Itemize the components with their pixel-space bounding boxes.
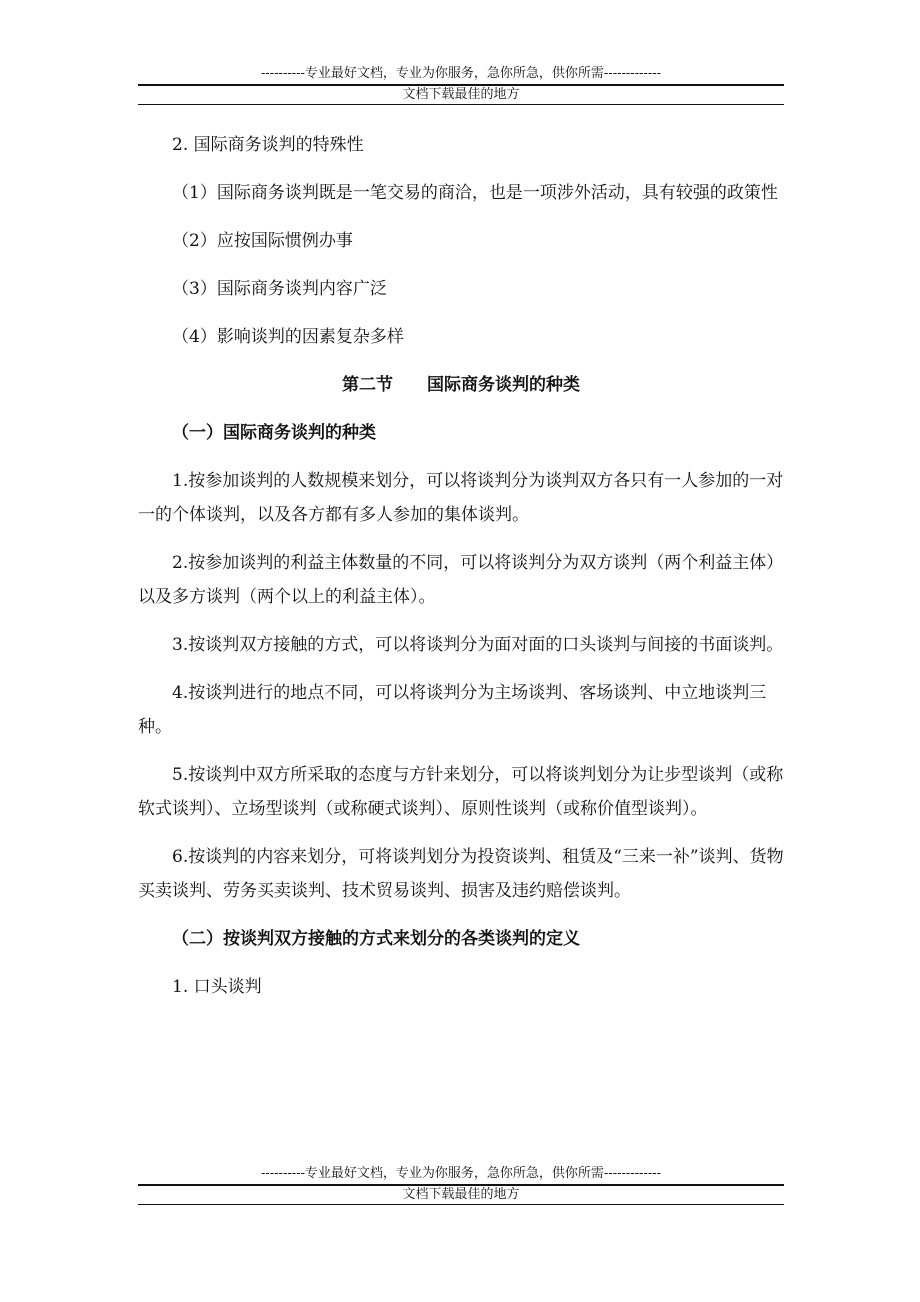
list-item: 2.按参加谈判的利益主体数量的不同，可以将谈判分为双方谈判（两个利益主体）以及多方谈判（两个以上的利益主体）。	[138, 553, 784, 607]
paragraph-policy: （1）国际商务谈判既是一笔交易的商洽，也是一项涉外活动，具有较强的政策性	[172, 183, 778, 203]
paragraph-special-nature: 2. 国际商务谈判的特殊性	[172, 135, 364, 155]
list-item: 3.按谈判双方接触的方式，可以将谈判分为面对面的口头谈判与间接的书面谈判。	[172, 635, 784, 655]
document-body	[138, 128, 784, 1018]
paragraph-oral-negotiation: 1. 口头谈判	[172, 977, 262, 997]
header-subtitle: 文档下载最佳的地方	[402, 87, 520, 102]
list-item: 4.按谈判进行的地点不同，可以将谈判分为主场谈判、客场谈判、中立地谈判三种。	[138, 683, 767, 737]
list-item: 6.按谈判的内容来划分，可将谈判划分为投资谈判、租赁及“三来一补”谈判、货物买卖谈判、劳务买卖谈判、技术贸易谈判、损害及违约赔偿谈判。	[138, 847, 784, 901]
paragraph-international-practice: （2）应按国际惯例办事	[172, 231, 353, 251]
page-header	[138, 66, 784, 105]
list-item: 1.按参加谈判的人数规模来划分，可以将谈判分为谈判双方各只有一人参加的一对一的个体谈判，以及各方都有多人参加的集体谈判。	[138, 471, 784, 525]
section-title: 第二节 国际商务谈判的种类	[342, 375, 580, 395]
paragraph-complex-factors: （4）影响谈判的因素复杂多样	[172, 327, 404, 347]
footer-tagline: ----------专业最好文档，专业为你服务，急你所急，供你所需-------------	[260, 1166, 662, 1181]
list-item: 5.按谈判中双方所采取的态度与方针来划分，可以将谈判划分为让步型谈判（或称软式谈判）、立场型谈判（或称硬式谈判）、原则性谈判（或称价值型谈判）。	[138, 765, 784, 819]
footer-subtitle: 文档下载最佳的地方	[402, 1187, 520, 1202]
header-tagline: ----------专业最好文档，专业为你服务，急你所急，供你所需-------------	[260, 66, 662, 81]
subsection-title-definitions: （二）按谈判双方接触的方式来划分的各类谈判的定义	[172, 929, 580, 949]
page-footer	[138, 1166, 784, 1205]
paragraph-broad-content: （3）国际商务谈判内容广泛	[172, 279, 387, 299]
subsection-title-types: （一）国际商务谈判的种类	[172, 423, 376, 443]
footer-rule-thin	[138, 1204, 784, 1205]
header-rule-thin	[138, 104, 784, 105]
